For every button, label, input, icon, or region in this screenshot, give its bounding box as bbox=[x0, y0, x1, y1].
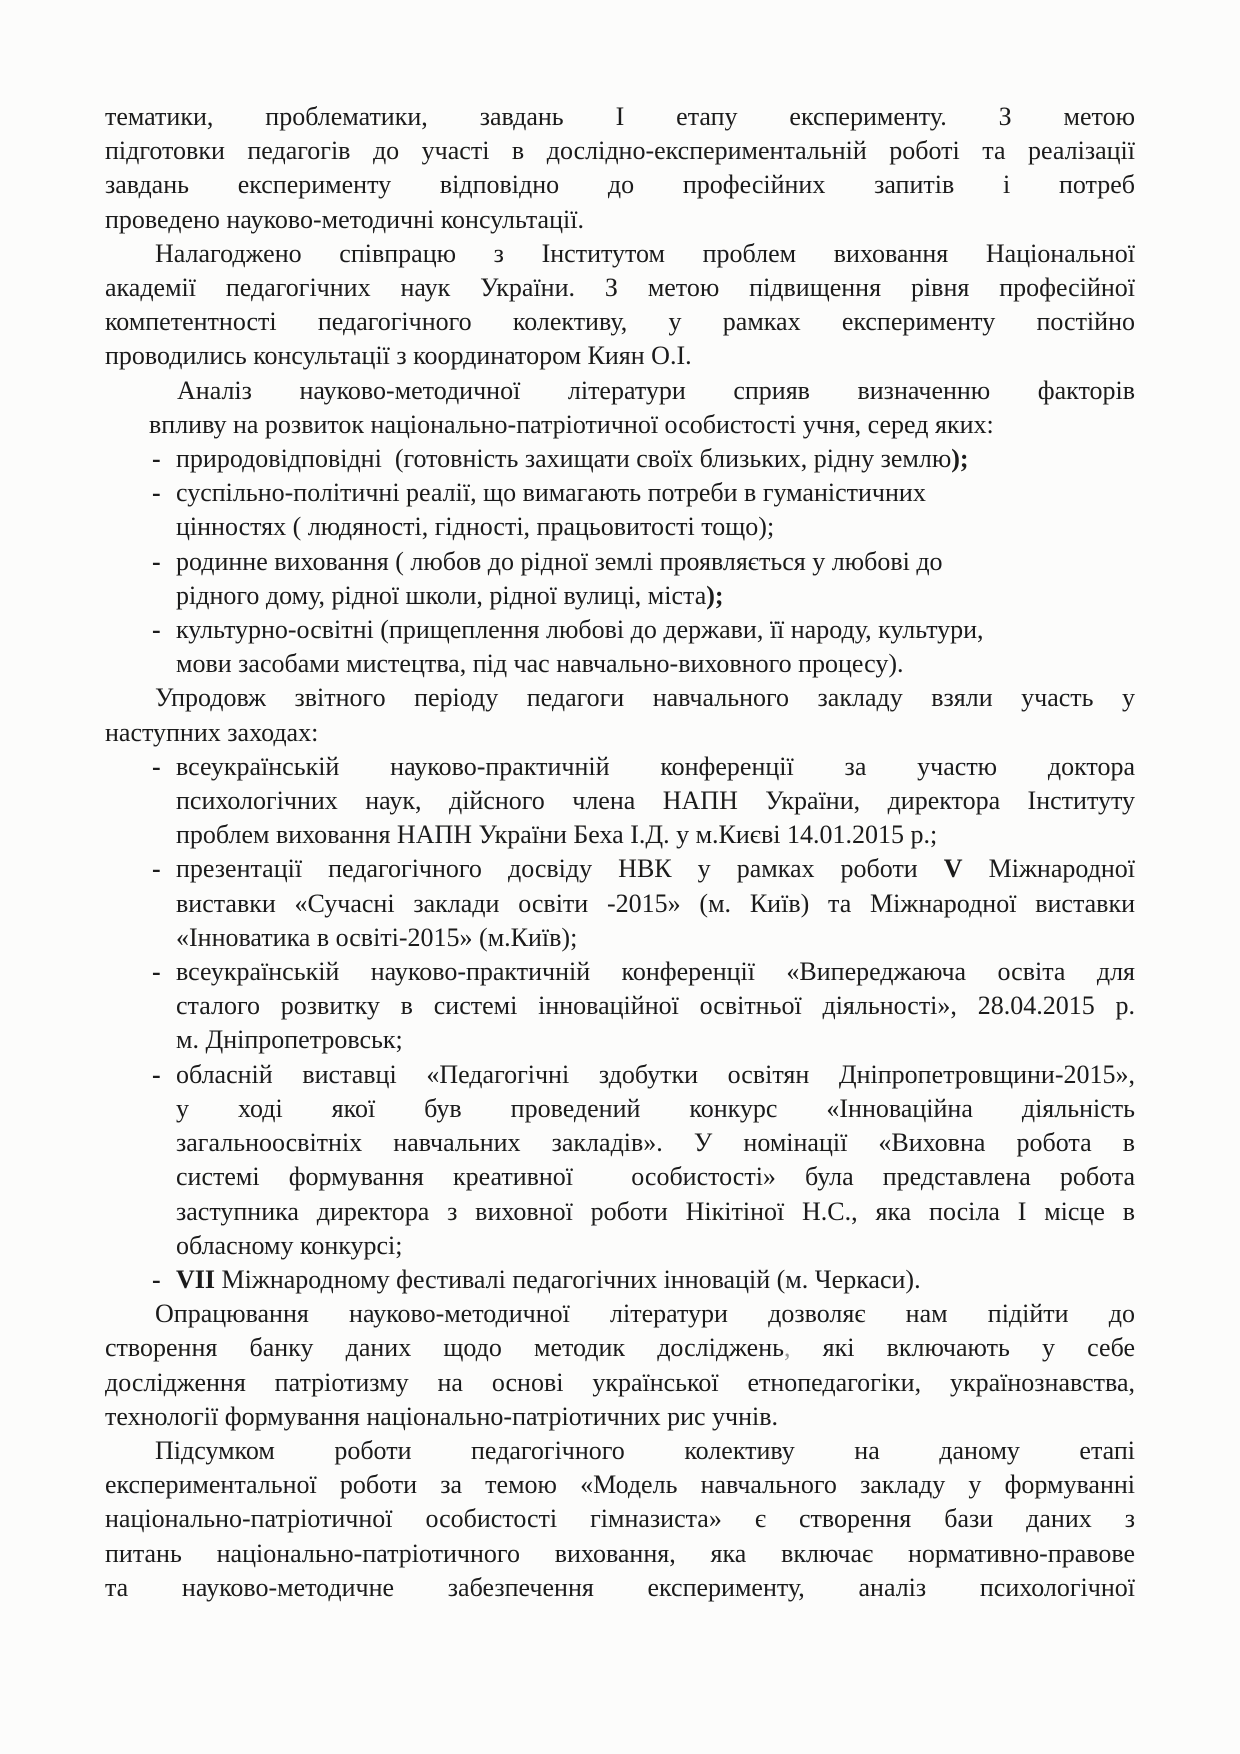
text-line: питань національно-патріотичного виховання, яка включає нормативно-правове bbox=[105, 1538, 1135, 1568]
text-line: обласному конкурсі; bbox=[176, 1230, 403, 1260]
list-bullet-dash: - bbox=[152, 478, 161, 508]
text-line: та науково-методичне забезпечення експерименту, аналіз психологічної bbox=[105, 1572, 1135, 1602]
text-line: завдань експерименту відповідно до професійних запитів і потреб bbox=[105, 170, 1135, 200]
list-item bbox=[152, 613, 1135, 681]
bold-text: V bbox=[943, 854, 963, 884]
paragraph bbox=[105, 1434, 1135, 1605]
paragraph bbox=[105, 100, 1135, 237]
text-line: сталого розвитку в системі інноваційної освітньої діяльності», 28.04.2015 р. bbox=[176, 991, 1135, 1021]
text-line: Опрацювання науково-методичної літератури дозволяє нам підійти до bbox=[155, 1299, 1135, 1329]
text-line: технології формування національно-патріотичних рис учнів. bbox=[105, 1401, 779, 1431]
text-line: культурно-освітні (прищеплення любові до держави, її народу, культури, bbox=[176, 615, 984, 645]
list-bullet-dash: - bbox=[152, 615, 161, 645]
text-line: Упродовж звітного періоду педагоги навчального закладу взяли участь у bbox=[155, 683, 1135, 713]
paragraph bbox=[105, 681, 1135, 749]
list-bullet-dash: - bbox=[152, 854, 161, 884]
bullet-list bbox=[152, 442, 1135, 681]
text-line: рідного дому, рідної школи, рідної вулиці, міста); bbox=[176, 580, 724, 610]
list-item bbox=[152, 750, 1135, 853]
text-line: виставки «Сучасні заклади освіти -2015» (м. Київ) та Міжнародної виставки bbox=[176, 888, 1135, 918]
list-bullet-dash: - bbox=[152, 546, 161, 576]
list-item bbox=[152, 1263, 1135, 1297]
list-bullet-dash: - bbox=[152, 1059, 161, 1089]
text-line: системі формування креативної особистості» була представлена робота bbox=[176, 1162, 1135, 1192]
text-line: цінностях ( людяності, гідності, працьовитості тощо); bbox=[176, 512, 775, 542]
text-line: VІІ Міжнародному фестивалі педагогічних інновацій (м. Черкаси). bbox=[176, 1264, 921, 1294]
text-line: академії педагогічних наук України. З метою підвищення рівня професійної bbox=[105, 273, 1135, 303]
text-line: тематики, проблематики, завдань І етапу експерименту. З метою bbox=[105, 102, 1135, 131]
text-line: обласній виставці «Педагогічні здобутки освітян Дніпропетровщини-2015», bbox=[176, 1059, 1135, 1089]
list-bullet-dash: - bbox=[152, 444, 161, 474]
text-line: проведено науково-методичні консультації. bbox=[105, 204, 584, 234]
text-line: природовідповідні (готовність захищати своїх близьких, рідну землю); bbox=[176, 444, 969, 474]
text-line: наступних заходах: bbox=[105, 717, 319, 747]
text-line: м. Дніпропетровськ; bbox=[176, 1025, 403, 1055]
text-line: підготовки педагогів до участі в дослідно-експериментальній роботі та реалізації bbox=[105, 136, 1135, 166]
list-item bbox=[152, 442, 1135, 476]
bullet-list bbox=[152, 750, 1135, 1297]
text-line: дослідження патріотизму на основі української етнопедагогіки, українознавства, bbox=[105, 1367, 1135, 1397]
list-item bbox=[152, 955, 1135, 1058]
text-line: Налагоджено співпрацю з Інститутом проблем виховання Національної bbox=[155, 238, 1135, 268]
text-line: «Інноватика в освіті-2015» (м.Київ); bbox=[176, 922, 578, 952]
text-line: впливу на розвиток національно-патріотичної особистості учня, серед яких: bbox=[149, 409, 994, 439]
text-line: створення банку даних щодо методик досліджень, які включають у себе bbox=[105, 1333, 1135, 1363]
bold-text: ); bbox=[706, 580, 724, 610]
text-line: мови засобами мистецтва, під час навчально-виховного процесу). bbox=[176, 649, 904, 679]
text-line: у ході якої був проведений конкурс «Інноваційна діяльність bbox=[176, 1093, 1135, 1123]
text-line: психологічних наук, дійсного члена НАПН України, директора Інституту bbox=[176, 786, 1135, 816]
paragraph bbox=[105, 237, 1135, 374]
muted-text: , bbox=[783, 1333, 791, 1363]
list-bullet-dash: - bbox=[152, 1264, 161, 1294]
text-line: презентації педагогічного досвіду НВК у рамках роботи V Міжнародної bbox=[176, 854, 1135, 884]
list-item bbox=[152, 476, 1135, 544]
paragraph bbox=[105, 1297, 1135, 1434]
text-line: всеукраїнській науково-практичній конференції «Випереджаюча освіта для bbox=[176, 957, 1135, 987]
list-bullet-dash: - bbox=[152, 957, 161, 987]
text-line: Аналіз науково-методичної літератури сприяв визначенню факторів bbox=[177, 375, 1135, 405]
list-bullet-dash: - bbox=[152, 751, 161, 781]
text-line: проводились консультації з координатором Киян О.І. bbox=[105, 341, 692, 371]
text-line: національно-патріотичної особистості гімназиста» є створення бази даних з bbox=[105, 1504, 1135, 1534]
text-line: Підсумком роботи педагогічного колективу на даному етапі bbox=[155, 1435, 1135, 1465]
text-line: родинне виховання ( любов до рідної землі проявляється у любові до bbox=[176, 546, 943, 576]
text-line: суспільно-політичні реалії, що вимагають потреби в гуманістичних bbox=[176, 478, 926, 508]
text-line: всеукраїнській науково-практичній конференції за участю доктора bbox=[176, 751, 1135, 781]
list-item bbox=[152, 852, 1135, 955]
text-line: загальноосвітніх навчальних закладів». У номінації «Виховна робота в bbox=[176, 1128, 1135, 1158]
bold-text: VІІ bbox=[176, 1264, 216, 1294]
paragraph bbox=[149, 374, 1135, 442]
text-line: заступника директора з виховної роботи Нікітіної Н.С., яка посіла І місце в bbox=[176, 1196, 1135, 1226]
text-line: проблем виховання НАПН України Беха І.Д. у м.Києві 14.01.2015 р.; bbox=[176, 820, 938, 850]
text-line: компетентності педагогічного колективу, у рамках експерименту постійно bbox=[105, 307, 1135, 337]
list-item bbox=[152, 1058, 1135, 1263]
text-line: експериментальної роботи за темою «Модель навчального закладу у формуванні bbox=[105, 1470, 1135, 1500]
bold-text: ); bbox=[951, 444, 969, 474]
list-item bbox=[152, 545, 1135, 613]
document-content bbox=[105, 100, 1135, 1605]
